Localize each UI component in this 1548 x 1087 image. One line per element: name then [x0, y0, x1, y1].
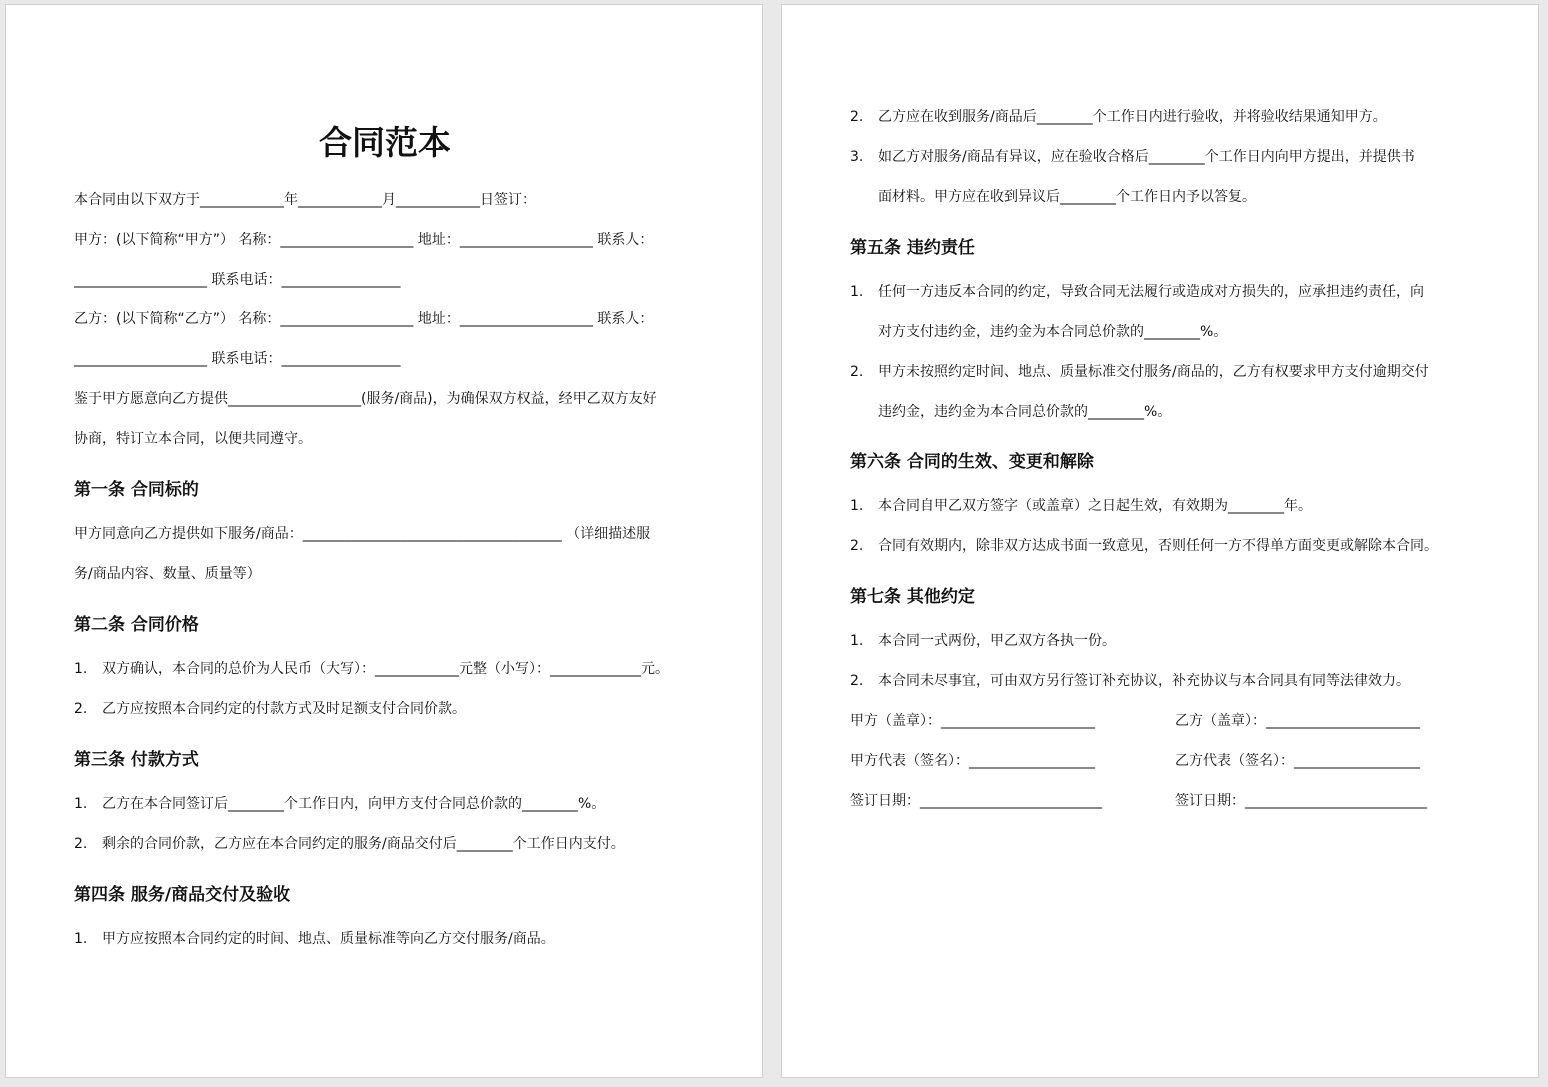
article-3-heading: 第三条 付款方式 — [74, 750, 199, 770]
party-a-date-line: 签订日期：__________________________ — [850, 793, 1102, 809]
list-item: 如乙方对服务/商品有异议，应在验收合格后________个工作日内向甲方提出，并提供书 — [878, 149, 1415, 165]
article-1-line-2: 务/商品内容、数量、质量等） — [74, 566, 261, 582]
party-a-line-1: 甲方：(以下简称“甲方”） 名称：___________________ 地址：___________________ 联系人： — [74, 232, 654, 248]
list-item: 乙方应按照本合同约定的付款方式及时足额支付合同价款。 — [102, 701, 466, 717]
party-b-line-2: ___________________ 联系电话：_________________ — [74, 351, 401, 367]
list-item-number: 1. — [850, 498, 864, 514]
list-item-number: 2. — [850, 364, 864, 380]
document-page-1 — [5, 4, 763, 1078]
article-1-heading: 第一条 合同标的 — [74, 480, 199, 500]
list-item-number: 2. — [850, 109, 864, 125]
list-item-number: 2. — [850, 538, 864, 554]
list-item-continuation: 面材料。甲方应在收到异议后________个工作日内予以答复。 — [878, 189, 1256, 205]
party-b-representative-line: 乙方代表（签名）：__________________ — [1175, 753, 1420, 769]
article-1-line-1: 甲方同意向乙方提供如下服务/商品：_____________________________________ （详细描述服 — [74, 526, 651, 542]
list-item-number: 1. — [74, 661, 88, 677]
list-item-number: 3. — [850, 149, 864, 165]
list-item: 乙方在本合同签订后________个工作日内，向甲方支付合同总价款的________%。 — [102, 796, 606, 812]
page-title: 合同范本 — [319, 123, 451, 162]
intro-line: 本合同由以下双方于____________年____________月____________日签订： — [74, 192, 536, 208]
list-item-continuation: 对方支付违约金，违约金为本合同总价款的________%。 — [878, 324, 1228, 340]
document-page-2 — [781, 4, 1539, 1078]
whereas-line-1: 鉴于甲方愿意向乙方提供___________________(服务/商品)，为确保双方权益，经甲乙双方友好 — [74, 391, 657, 407]
list-item-number: 1. — [74, 796, 88, 812]
list-item: 合同有效期内，除非双方达成书面一致意见，否则任何一方不得单方面变更或解除本合同。 — [878, 538, 1438, 554]
list-item: 乙方应在收到服务/商品后________个工作日内进行验收，并将验收结果通知甲方。 — [878, 109, 1387, 125]
party-b-seal-line: 乙方（盖章）：______________________ — [1175, 713, 1420, 729]
party-a-line-2: ___________________ 联系电话：_________________ — [74, 272, 401, 288]
list-item-number: 1. — [850, 633, 864, 649]
article-4-heading: 第四条 服务/商品交付及验收 — [74, 885, 291, 905]
party-a-seal-line: 甲方（盖章）：______________________ — [850, 713, 1095, 729]
whereas-line-2: 协商，特订立本合同，以便共同遵守。 — [74, 431, 312, 447]
article-2-heading: 第二条 合同价格 — [74, 615, 199, 635]
party-b-line-1: 乙方：(以下简称“乙方”） 名称：___________________ 地址：___________________ 联系人： — [74, 311, 654, 327]
list-item-number: 1. — [850, 284, 864, 300]
article-7-heading: 第七条 其他约定 — [850, 587, 975, 607]
list-item: 甲方应按照本合同约定的时间、地点、质量标准等向乙方交付服务/商品。 — [102, 931, 555, 947]
article-5-heading: 第五条 违约责任 — [850, 238, 975, 258]
party-b-date-line: 签订日期：__________________________ — [1175, 793, 1427, 809]
list-item: 双方确认，本合同的总价为人民币（大写）：____________元整（小写）：_____________元。 — [102, 661, 669, 677]
list-item-number: 2. — [850, 673, 864, 689]
list-item: 本合同自甲乙双方签字（或盖章）之日起生效，有效期为________年。 — [878, 498, 1312, 514]
list-item-number: 1. — [74, 931, 88, 947]
party-a-representative-line: 甲方代表（签名）：__________________ — [850, 753, 1095, 769]
list-item: 甲方未按照约定时间、地点、质量标准交付服务/商品的，乙方有权要求甲方支付逾期交付 — [878, 364, 1429, 380]
list-item: 剩余的合同价款，乙方应在本合同约定的服务/商品交付后________个工作日内支付。 — [102, 836, 625, 852]
article-6-heading: 第六条 合同的生效、变更和解除 — [850, 452, 1094, 472]
list-item-number: 2. — [74, 836, 88, 852]
list-item: 本合同未尽事宜，可由双方另行签订补充协议，补充协议与本合同具有同等法律效力。 — [878, 673, 1410, 689]
list-item: 任何一方违反本合同的约定，导致合同无法履行或造成对方损失的，应承担违约责任，向 — [878, 284, 1424, 300]
list-item-number: 2. — [74, 701, 88, 717]
list-item-continuation: 违约金，违约金为本合同总价款的________%。 — [878, 404, 1172, 420]
list-item: 本合同一式两份，甲乙双方各执一份。 — [878, 633, 1116, 649]
